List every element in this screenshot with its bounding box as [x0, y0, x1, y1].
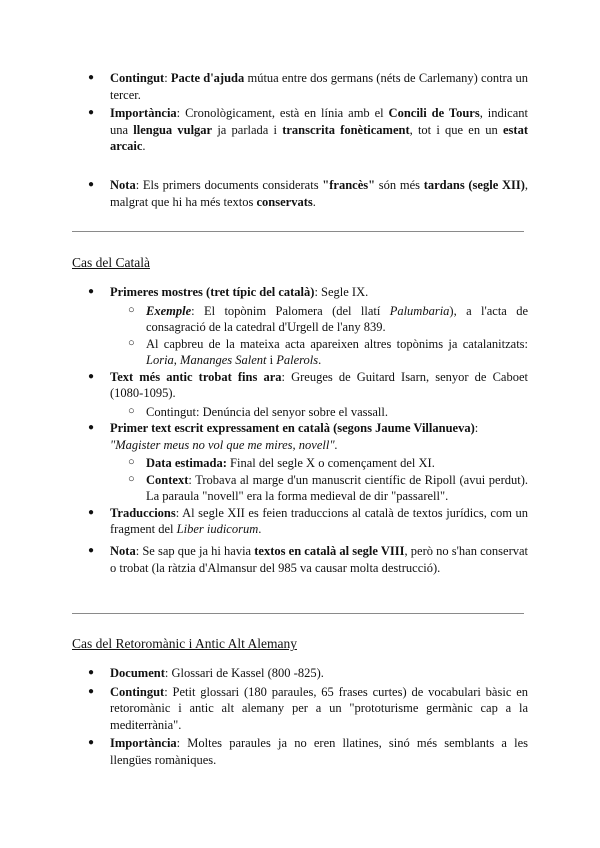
sublist-item-capbreu: ○ Al capbreu de la mateixa acta apareixen altres topònims ja catalanitzats: Loria, Mananges Salent i Palerols.: [128, 336, 528, 367]
list-item-primer-text: ● Primer text escrit expressament en català (segons Jaume Villanueva): "Magister meus no vol que me mires, novell".: [88, 421, 479, 452]
divider: [72, 231, 524, 232]
list-item-text-mes-antic: ● Text més antic trobat fins ara: Greuges de Guitard Isarn, senyor de Caboet (1080-1095).: [88, 369, 528, 400]
bullet-icon: ●: [88, 667, 95, 678]
section-heading-catala: Cas del Català: [72, 255, 150, 270]
list-item-document: ● Document: Glossari de Kassel (800 -825).: [88, 666, 324, 680]
bullet-icon: ●: [88, 685, 95, 697]
sublist-item-context: ○ Context: Trobava al marge d'un manuscrit científic de Ripoll (avui perdut). La paraula "novell" era la forma medieval de dir "passarell".: [128, 472, 528, 503]
divider: [72, 613, 524, 614]
section2-note: [0, 543, 600, 578]
section1-list: [0, 70, 600, 157]
bullet-icon: ●: [88, 506, 95, 518]
list-item-primeres-mostres: ● Primeres mostres (tret típic del català): Segle IX.: [88, 285, 369, 299]
sublist-item-data-estimada: ○ Data estimada: Final del segle X o començament del XI.: [128, 456, 435, 470]
list-item-importancia: ● Importància: Cronològicament, està en línia amb el Concili de Tours, indicant una llengua vulgar ja parlada i transcrita fonèticament, tot i que en un estat arcaic.: [88, 106, 529, 153]
hollow-bullet-icon: ○: [128, 472, 135, 485]
bullet-icon: ●: [88, 737, 95, 748]
list-item-importancia-glossari: ● Importància: Moltes paraules ja no eren llatines, sinó més semblants a les llengües romàniques.: [88, 736, 528, 767]
list-item-nota-catala: ● Nota: Se sap que ja hi havia textos en català al segle VIII, però no s'han conservat o trobat (la ràtzia d'Almansur del 985 va causar molta destrucció).: [88, 544, 528, 575]
section1-note: [0, 177, 600, 212]
list-item-contingut: ● Contingut: Pacte d'ajuda mútua entre dos germans (néts de Carlemany) contra un tercer.: [88, 71, 528, 102]
hollow-bullet-icon: ○: [128, 404, 135, 417]
hollow-bullet-icon: ○: [128, 303, 135, 316]
section3-list: [0, 665, 600, 770]
bullet-icon: ●: [88, 422, 95, 433]
hollow-bullet-icon: ○: [128, 336, 135, 349]
section2-list: [0, 284, 600, 540]
bullet-icon: ●: [88, 72, 95, 83]
bullet-icon: ●: [88, 370, 95, 382]
bullet-icon: ●: [88, 107, 95, 118]
bullet-icon: ●: [88, 545, 95, 556]
list-item-contingut-glossari: ● Contingut: Petit glossari (180 paraules, 65 frases curtes) de vocabulari bàsic en retoromànic i antic alt alemany per a un "prototurisme germànic cap a la mediterrània".: [88, 684, 528, 732]
bullet-icon: ●: [88, 179, 95, 190]
bullet-icon: ●: [88, 286, 95, 297]
list-item-nota: ● Nota: Els primers documents considerats "francès" són més tardans (segle XII), malgrat que hi ha més textos conservats.: [88, 178, 528, 209]
list-item-traduccions: ● Traduccions: Al segle XII es feien traduccions al català de textos jurídics, com un fragment del Liber iudicorum.: [88, 505, 528, 536]
hollow-bullet-icon: ○: [128, 456, 135, 468]
sublist-item-contingut: ○ Contingut: Denúncia del senyor sobre el vassall.: [128, 404, 388, 419]
sublist-item-exemple: ○ Exemple: El topònim Palomera (del llatí Palumbaria), a l'acta de consagració de la catedral d'Urgell de l'any 839.: [128, 303, 529, 334]
section-heading-retoromanic: Cas del Retoromànic i Antic Alt Alemany: [72, 636, 297, 651]
